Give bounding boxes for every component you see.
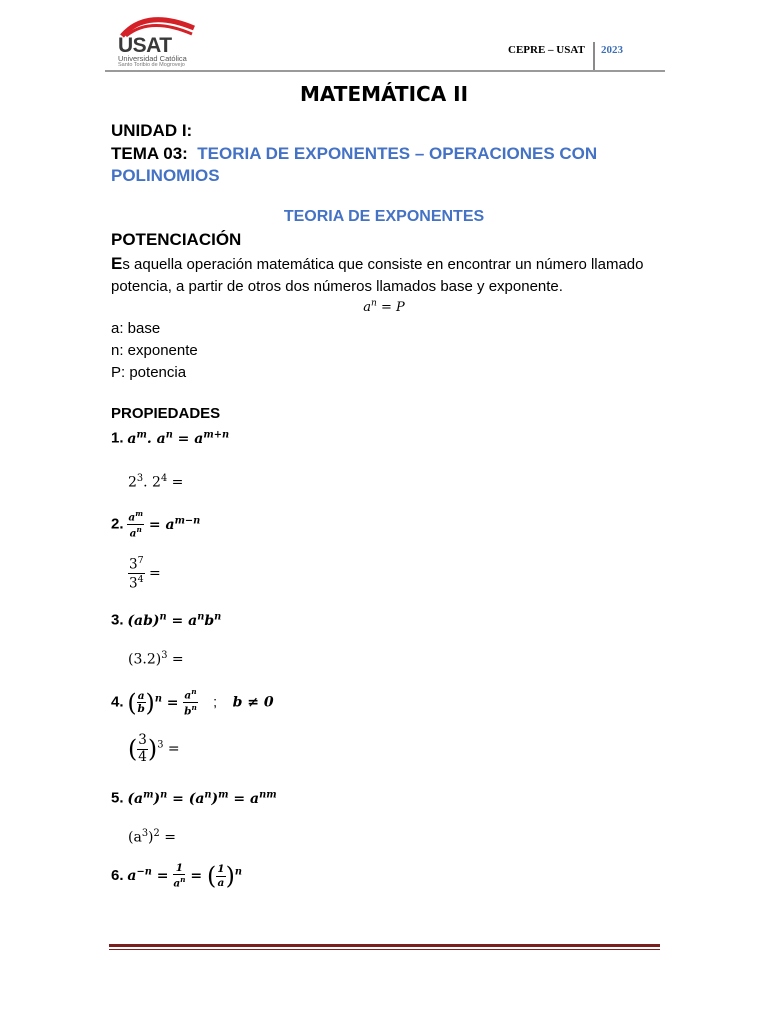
example-1: $2^3$. $2^4$ = (128, 473, 184, 491)
intro-paragraph (111, 253, 667, 298)
footer-rule (109, 944, 660, 947)
property-6: 6. $a^{-n}$ = $\frac{1}{a^n}$ = ( $\frac{1}{a}$ )$^n$ (111, 861, 242, 890)
footer-rule-thin (109, 949, 660, 950)
unidad-heading: UNIDAD I: (111, 121, 193, 140)
tema-label: TEMA 03: (111, 144, 188, 163)
example-3: $(3.2)^3$ = (128, 650, 184, 668)
logo-subtitle: Universidad Católica (118, 54, 187, 63)
example-2: $\frac{3^7}{3^4}$ = (129, 555, 161, 592)
property-4: 4. ( $\frac{a}{b}$ )$^n$ = $\frac{a^n}{b^n}$ ; b ≠ 0 (111, 687, 274, 718)
section-title: TEORIA DE EXPONENTES (283, 208, 485, 225)
tema-text: TEORIA DE EXPONENTES – OPERACIONES CON POLINOMIOS (111, 144, 598, 185)
property-3: 3. $(ab)^n = a^nb^n$ (111, 611, 222, 629)
header-course: CEPRE – USAT (508, 44, 585, 56)
example-4: ( $\frac{3}{4}$ )$^3$ = (128, 732, 180, 765)
page-title: MATEMÁTICA II (299, 82, 469, 106)
definition-power: P: potencia (111, 364, 187, 381)
logo-subtitle-2: Santo Toribio de Mogrovejo (118, 62, 185, 68)
propiedades-heading: PROPIEDADES (111, 405, 221, 422)
usat-logo (116, 14, 200, 66)
power-formula: $a^n = P$ (363, 299, 405, 316)
property-5: 5. $(a^m)^n = (a^n)^m = a^{nm}$ (111, 789, 277, 807)
property-2: 2. $\frac{a^m}{a^n}$ = $a^{m-n}$ (111, 509, 201, 540)
intro-text: s aquella operación matemática que consiste en encontrar un número llamado potencia, a partir de otros dos números llamados base y exponente. (111, 256, 644, 295)
logo-text: USAT (118, 34, 172, 57)
intro-first-letter: E (111, 254, 123, 273)
property-1: 1. $a^m$. $a^n = a^{m+n}$ (111, 429, 230, 447)
definition-exponent: n: exponente (111, 342, 198, 359)
definition-base: a: base (111, 320, 161, 337)
header-year: 2023 (601, 44, 623, 56)
example-5: $(a^3)^2$ = (128, 828, 176, 846)
header-rule (105, 70, 665, 72)
potenciacion-heading: POTENCIACIÓN (111, 230, 242, 249)
header-divider (593, 42, 595, 70)
tema-heading (111, 143, 671, 187)
